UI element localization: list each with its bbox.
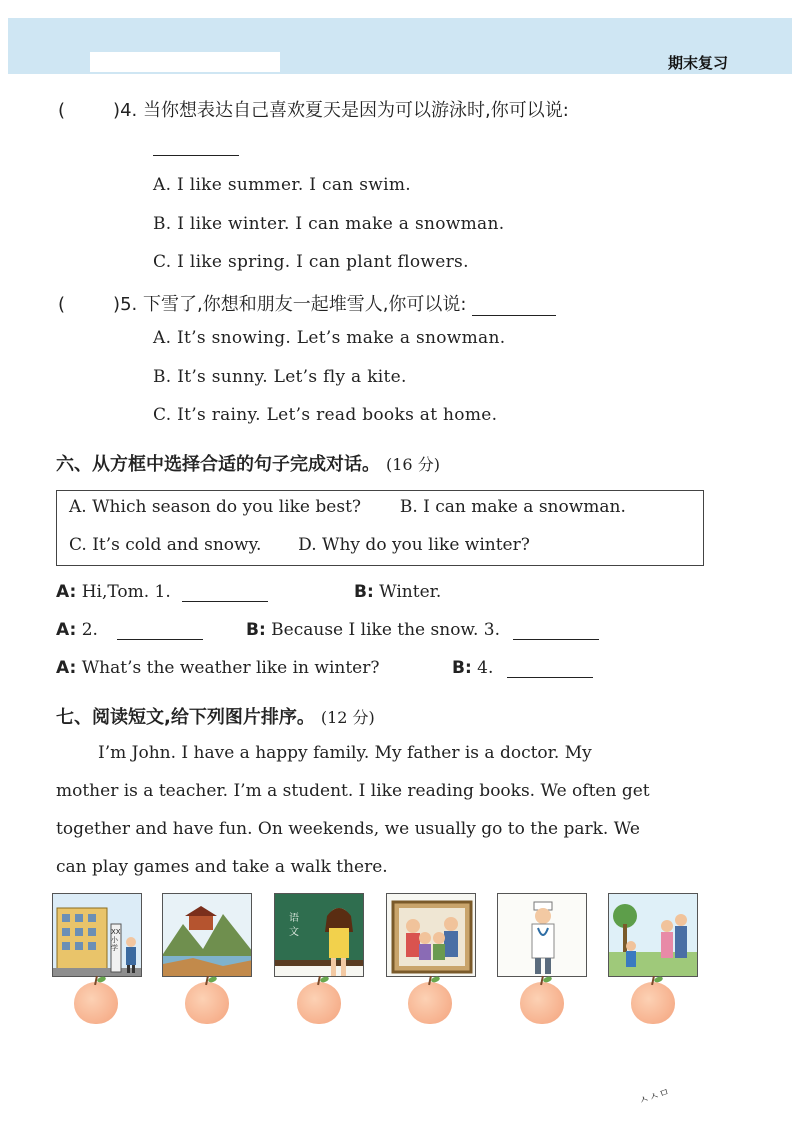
option-5b[interactable]: B. It’s sunny. Let’s fly a kite. (153, 367, 407, 387)
answer-bracket-open[interactable]: ( (58, 100, 66, 121)
blackboard-text: 语文 (289, 913, 299, 938)
header-label-mask (90, 52, 280, 72)
peach-answer-3[interactable] (297, 982, 341, 1024)
peach-answer-6[interactable] (631, 982, 675, 1024)
choice-c: C. It’s cold and snowy. (69, 535, 262, 555)
dialogue-reply-3: B: 4. (452, 658, 593, 678)
dialogue-reply-2: B: Because I like the snow. 3. (246, 620, 599, 640)
box-row-2 (69, 535, 530, 555)
answer-bracket-close: ) (113, 294, 121, 315)
option-5c[interactable]: C. It’s rainy. Let’s read books at home. (153, 405, 498, 425)
teacher-icon (274, 893, 364, 977)
answer-blank-5[interactable] (472, 298, 556, 316)
dialogue-blank-1[interactable] (182, 584, 268, 602)
choice-b: B. I can make a snowman. (399, 497, 626, 517)
peach-answer-4[interactable] (408, 982, 452, 1024)
dialogue-reply-1: B: Winter. (354, 582, 442, 602)
option-4b[interactable]: B. I like winter. I can make a snowman. (153, 214, 505, 234)
answer-blank-4[interactable] (153, 137, 239, 156)
question-prompt: 当你想表达自己喜欢夏天是因为可以游泳时,你可以说: (142, 100, 569, 121)
peach-answer-1[interactable] (74, 982, 118, 1024)
answer-bracket-open[interactable]: ( (58, 294, 66, 315)
question-5 (58, 290, 556, 316)
section-6-title: 六、从方框中选择合适的句子完成对话。 (16 分) (56, 454, 440, 475)
question-prompt: 下雪了,你想和朋友一起堆雪人,你可以说: (142, 294, 467, 315)
landscape-icon (162, 893, 252, 977)
answer-bracket-close: ) (113, 100, 121, 121)
doctor-icon (497, 893, 587, 977)
passage-line: I’m John. I have a happy family. My father is a doctor. My (98, 743, 592, 763)
dialogue-line-1: A: Hi,Tom. 1. (56, 582, 268, 602)
school-building-icon (52, 893, 142, 977)
passage-line: can play games and take a walk there. (56, 857, 388, 877)
passage-line: together and have fun. On weekends, we usually go to the park. We (56, 819, 640, 839)
question-number: 4. (120, 100, 138, 121)
question-4 (58, 96, 569, 122)
section-tag: 期末复习 (667, 54, 728, 72)
option-5a[interactable]: A. It’s snowing. Let’s make a snowman. (153, 328, 506, 348)
peach-answer-5[interactable] (520, 982, 564, 1024)
section-7-title: 七、阅读短文,给下列图片排序。 (12 分) (56, 707, 375, 728)
dialogue-blank-3[interactable] (513, 622, 599, 640)
family-photo-icon (386, 893, 476, 977)
box-row-1 (69, 497, 626, 517)
handwritten-mark: ㅅㅅㅁ (636, 1085, 672, 1108)
school-sign: XX小学 (111, 928, 121, 952)
choice-a: A. Which season do you like best? (69, 497, 362, 517)
sentence-choice-box (56, 490, 704, 566)
option-4a[interactable]: A. I like summer. I can swim. (153, 175, 411, 195)
option-4c[interactable]: C. I like spring. I can plant flowers. (153, 252, 469, 272)
dialogue-blank-2[interactable] (117, 622, 203, 640)
dialogue-line-3: A: What’s the weather like in winter? (56, 658, 380, 678)
passage-line: mother is a teacher. I’m a student. I like reading books. We often get (56, 781, 650, 801)
question-number: 5. (120, 294, 138, 315)
peach-answer-2[interactable] (185, 982, 229, 1024)
reading-passage (56, 734, 736, 886)
dialogue-blank-4[interactable] (507, 660, 593, 678)
park-walk-icon (608, 893, 698, 977)
dialogue-line-2: A: 2. (56, 620, 203, 640)
choice-d: D. Why do you like winter? (298, 535, 530, 555)
